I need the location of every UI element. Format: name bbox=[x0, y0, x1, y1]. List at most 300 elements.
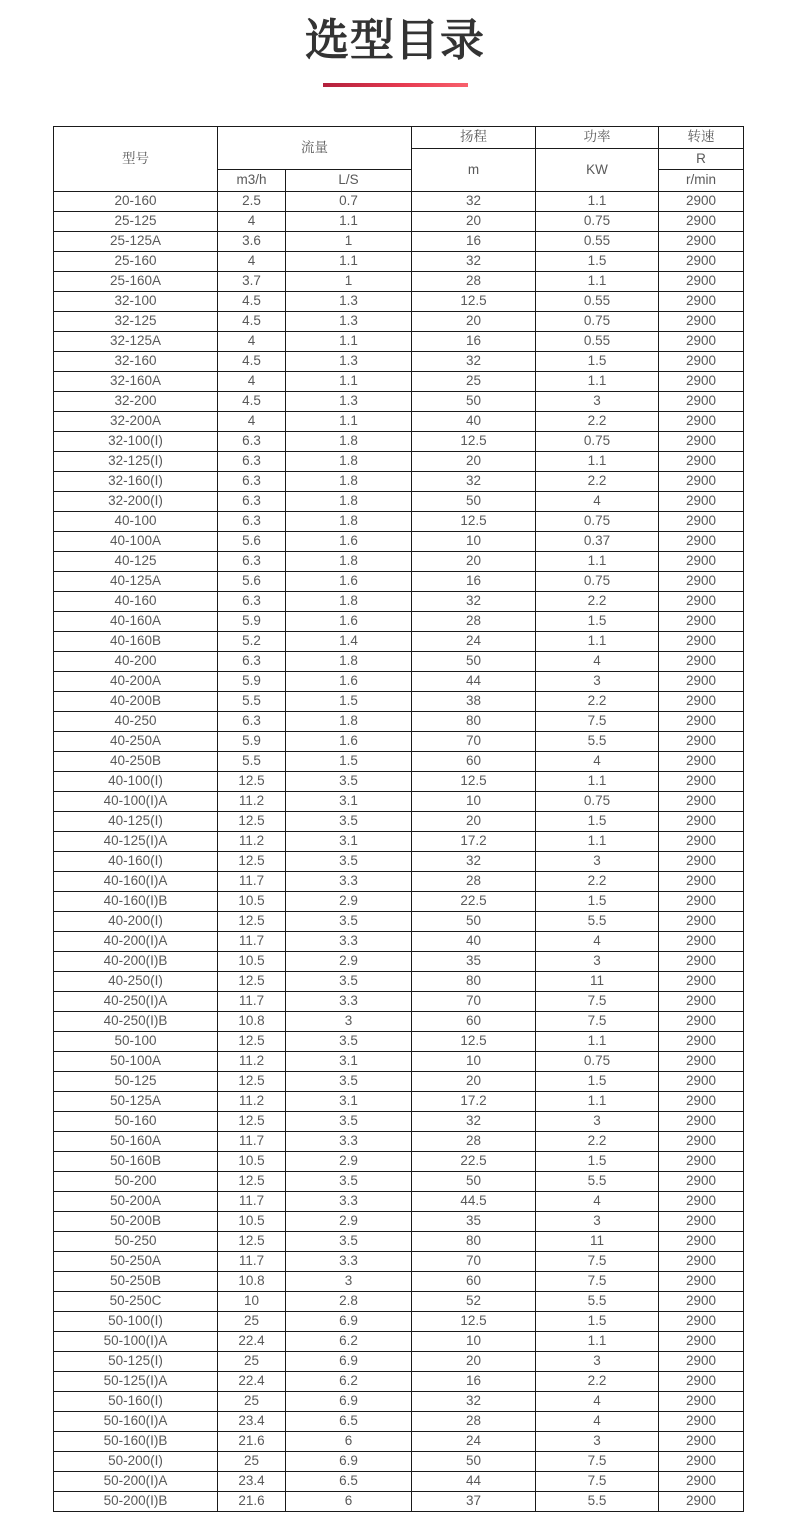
model-cell: 20-160 bbox=[54, 192, 218, 212]
title-accent-divider bbox=[323, 83, 468, 87]
model-cell: 50-160(I)A bbox=[54, 1412, 218, 1432]
model-cell: 50-250C bbox=[54, 1292, 218, 1312]
model-cell: 40-100(I)A bbox=[54, 792, 218, 812]
value-cell: 5.2 bbox=[218, 632, 286, 652]
value-cell: 3.3 bbox=[286, 992, 412, 1012]
model-cell: 40-100 bbox=[54, 512, 218, 532]
value-cell: 6.9 bbox=[286, 1392, 412, 1412]
model-cell: 40-125(I)A bbox=[54, 832, 218, 852]
header-flow-unit-m3h: m3/h bbox=[218, 170, 286, 192]
value-cell: 6.3 bbox=[218, 512, 286, 532]
value-cell: 5.6 bbox=[218, 532, 286, 552]
value-cell: 38 bbox=[412, 692, 536, 712]
value-cell: 2900 bbox=[659, 672, 744, 692]
value-cell: 2900 bbox=[659, 912, 744, 932]
value-cell: 12.5 bbox=[412, 512, 536, 532]
model-cell: 50-200(I)A bbox=[54, 1472, 218, 1492]
model-cell: 32-160(I) bbox=[54, 472, 218, 492]
value-cell: 2900 bbox=[659, 872, 744, 892]
value-cell: 23.4 bbox=[218, 1412, 286, 1432]
value-cell: 2900 bbox=[659, 1472, 744, 1492]
model-cell: 50-100 bbox=[54, 1032, 218, 1052]
value-cell: 6.3 bbox=[218, 592, 286, 612]
value-cell: 0.75 bbox=[536, 1052, 659, 1072]
value-cell: 0.75 bbox=[536, 512, 659, 532]
table-row bbox=[54, 252, 744, 272]
value-cell: 2.2 bbox=[536, 692, 659, 712]
value-cell: 4.5 bbox=[218, 292, 286, 312]
value-cell: 2900 bbox=[659, 1052, 744, 1072]
model-cell: 40-100A bbox=[54, 532, 218, 552]
value-cell: 1 bbox=[286, 272, 412, 292]
value-cell: 7.5 bbox=[536, 992, 659, 1012]
table-row bbox=[54, 812, 744, 832]
model-cell: 25-160A bbox=[54, 272, 218, 292]
model-cell: 50-200(I) bbox=[54, 1452, 218, 1472]
value-cell: 5.9 bbox=[218, 732, 286, 752]
value-cell: 25 bbox=[412, 372, 536, 392]
table-row bbox=[54, 1352, 744, 1372]
model-cell: 40-125 bbox=[54, 552, 218, 572]
model-cell: 32-125A bbox=[54, 332, 218, 352]
value-cell: 0.55 bbox=[536, 292, 659, 312]
value-cell: 22.5 bbox=[412, 892, 536, 912]
value-cell: 1.5 bbox=[536, 612, 659, 632]
value-cell: 2900 bbox=[659, 952, 744, 972]
value-cell: 4 bbox=[218, 212, 286, 232]
value-cell: 3 bbox=[536, 1212, 659, 1232]
value-cell: 12.5 bbox=[412, 1312, 536, 1332]
value-cell: 60 bbox=[412, 1012, 536, 1032]
value-cell: 1.5 bbox=[536, 352, 659, 372]
value-cell: 2900 bbox=[659, 352, 744, 372]
value-cell: 10.5 bbox=[218, 892, 286, 912]
value-cell: 2900 bbox=[659, 972, 744, 992]
table-row bbox=[54, 1252, 744, 1272]
table-row bbox=[54, 1492, 744, 1512]
value-cell: 5.5 bbox=[536, 1172, 659, 1192]
value-cell: 1.8 bbox=[286, 492, 412, 512]
model-cell: 25-125A bbox=[54, 232, 218, 252]
table-row bbox=[54, 1032, 744, 1052]
value-cell: 2900 bbox=[659, 1092, 744, 1112]
value-cell: 3 bbox=[536, 852, 659, 872]
table-row bbox=[54, 1232, 744, 1252]
model-cell: 40-125A bbox=[54, 572, 218, 592]
value-cell: 4.5 bbox=[218, 392, 286, 412]
value-cell: 6.3 bbox=[218, 552, 286, 572]
header-model: 型号 bbox=[54, 127, 218, 192]
value-cell: 1.4 bbox=[286, 632, 412, 652]
model-cell: 50-100A bbox=[54, 1052, 218, 1072]
model-cell: 50-160 bbox=[54, 1112, 218, 1132]
table-row bbox=[54, 1012, 744, 1032]
table-row bbox=[54, 612, 744, 632]
header-head-unit: m bbox=[412, 149, 536, 192]
value-cell: 0.75 bbox=[536, 432, 659, 452]
value-cell: 2.2 bbox=[536, 1372, 659, 1392]
value-cell: 4 bbox=[536, 1192, 659, 1212]
value-cell: 7.5 bbox=[536, 712, 659, 732]
value-cell: 1.1 bbox=[536, 552, 659, 572]
value-cell: 17.2 bbox=[412, 832, 536, 852]
value-cell: 2900 bbox=[659, 192, 744, 212]
value-cell: 1 bbox=[286, 232, 412, 252]
value-cell: 4 bbox=[536, 1392, 659, 1412]
value-cell: 12.5 bbox=[218, 1172, 286, 1192]
table-row bbox=[54, 712, 744, 732]
value-cell: 3.5 bbox=[286, 772, 412, 792]
value-cell: 2900 bbox=[659, 312, 744, 332]
value-cell: 1.5 bbox=[536, 1072, 659, 1092]
value-cell: 10 bbox=[412, 792, 536, 812]
table-row bbox=[54, 1072, 744, 1092]
header-speed-unit-r: R bbox=[659, 149, 744, 170]
value-cell: 2900 bbox=[659, 212, 744, 232]
value-cell: 1.3 bbox=[286, 312, 412, 332]
value-cell: 2900 bbox=[659, 792, 744, 812]
value-cell: 1.1 bbox=[536, 372, 659, 392]
table-row bbox=[54, 632, 744, 652]
value-cell: 2900 bbox=[659, 1112, 744, 1132]
value-cell: 1.1 bbox=[286, 212, 412, 232]
value-cell: 2900 bbox=[659, 1032, 744, 1052]
value-cell: 25 bbox=[218, 1452, 286, 1472]
table-row bbox=[54, 692, 744, 712]
value-cell: 2900 bbox=[659, 1292, 744, 1312]
model-cell: 32-160A bbox=[54, 372, 218, 392]
value-cell: 12.5 bbox=[218, 1072, 286, 1092]
value-cell: 1.8 bbox=[286, 552, 412, 572]
value-cell: 12.5 bbox=[412, 292, 536, 312]
value-cell: 2.5 bbox=[218, 192, 286, 212]
value-cell: 12.5 bbox=[218, 972, 286, 992]
value-cell: 0.75 bbox=[536, 212, 659, 232]
value-cell: 3.3 bbox=[286, 872, 412, 892]
value-cell: 3.1 bbox=[286, 832, 412, 852]
value-cell: 2900 bbox=[659, 832, 744, 852]
value-cell: 6.3 bbox=[218, 432, 286, 452]
value-cell: 1.1 bbox=[536, 832, 659, 852]
value-cell: 24 bbox=[412, 632, 536, 652]
value-cell: 6.3 bbox=[218, 452, 286, 472]
value-cell: 4 bbox=[536, 932, 659, 952]
value-cell: 11.2 bbox=[218, 832, 286, 852]
value-cell: 4 bbox=[536, 1412, 659, 1432]
model-cell: 40-200A bbox=[54, 672, 218, 692]
value-cell: 1.8 bbox=[286, 652, 412, 672]
table-row bbox=[54, 932, 744, 952]
value-cell: 1.5 bbox=[286, 692, 412, 712]
table-row bbox=[54, 652, 744, 672]
table-row bbox=[54, 192, 744, 212]
value-cell: 20 bbox=[412, 552, 536, 572]
value-cell: 0.37 bbox=[536, 532, 659, 552]
value-cell: 12.5 bbox=[218, 772, 286, 792]
value-cell: 25 bbox=[218, 1352, 286, 1372]
table-row bbox=[54, 852, 744, 872]
value-cell: 23.4 bbox=[218, 1472, 286, 1492]
model-cell: 40-160(I)A bbox=[54, 872, 218, 892]
value-cell: 20 bbox=[412, 312, 536, 332]
value-cell: 20 bbox=[412, 452, 536, 472]
value-cell: 1.6 bbox=[286, 612, 412, 632]
value-cell: 24 bbox=[412, 1432, 536, 1452]
value-cell: 2900 bbox=[659, 852, 744, 872]
value-cell: 12.5 bbox=[218, 1112, 286, 1132]
header-speed-unit-rmin: r/min bbox=[659, 170, 744, 192]
table-row bbox=[54, 352, 744, 372]
value-cell: 16 bbox=[412, 232, 536, 252]
value-cell: 1.1 bbox=[536, 632, 659, 652]
value-cell: 1.6 bbox=[286, 532, 412, 552]
model-cell: 40-250(I)B bbox=[54, 1012, 218, 1032]
model-cell: 40-125(I) bbox=[54, 812, 218, 832]
table-row bbox=[54, 1132, 744, 1152]
value-cell: 80 bbox=[412, 1232, 536, 1252]
value-cell: 2900 bbox=[659, 372, 744, 392]
model-cell: 40-160 bbox=[54, 592, 218, 612]
value-cell: 12.5 bbox=[218, 812, 286, 832]
model-cell: 50-200(I)B bbox=[54, 1492, 218, 1512]
value-cell: 12.5 bbox=[218, 1232, 286, 1252]
value-cell: 0.55 bbox=[536, 332, 659, 352]
table-row bbox=[54, 1192, 744, 1212]
value-cell: 2900 bbox=[659, 532, 744, 552]
table-row bbox=[54, 1272, 744, 1292]
value-cell: 3 bbox=[536, 1432, 659, 1452]
value-cell: 0.55 bbox=[536, 232, 659, 252]
value-cell: 3.5 bbox=[286, 912, 412, 932]
table-row bbox=[54, 312, 744, 332]
value-cell: 80 bbox=[412, 712, 536, 732]
model-cell: 40-160A bbox=[54, 612, 218, 632]
model-cell: 50-160A bbox=[54, 1132, 218, 1152]
value-cell: 11.2 bbox=[218, 1052, 286, 1072]
value-cell: 22.4 bbox=[218, 1332, 286, 1352]
value-cell: 1.5 bbox=[536, 892, 659, 912]
value-cell: 28 bbox=[412, 872, 536, 892]
table-row bbox=[54, 1452, 744, 1472]
table-row bbox=[54, 892, 744, 912]
value-cell: 1.1 bbox=[286, 332, 412, 352]
value-cell: 2900 bbox=[659, 472, 744, 492]
page-title: 选型目录 bbox=[305, 16, 485, 65]
value-cell: 3.3 bbox=[286, 1132, 412, 1152]
value-cell: 2900 bbox=[659, 1392, 744, 1412]
model-cell: 40-250(I) bbox=[54, 972, 218, 992]
value-cell: 2900 bbox=[659, 1192, 744, 1212]
value-cell: 20 bbox=[412, 1072, 536, 1092]
value-cell: 60 bbox=[412, 1272, 536, 1292]
value-cell: 11.7 bbox=[218, 932, 286, 952]
model-cell: 40-250(I)A bbox=[54, 992, 218, 1012]
model-cell: 50-100(I) bbox=[54, 1312, 218, 1332]
value-cell: 6.2 bbox=[286, 1372, 412, 1392]
value-cell: 2900 bbox=[659, 932, 744, 952]
value-cell: 2900 bbox=[659, 552, 744, 572]
table-row bbox=[54, 272, 744, 292]
value-cell: 6.3 bbox=[218, 652, 286, 672]
value-cell: 22.5 bbox=[412, 1152, 536, 1172]
value-cell: 12.5 bbox=[412, 772, 536, 792]
value-cell: 16 bbox=[412, 1372, 536, 1392]
table-row bbox=[54, 752, 744, 772]
value-cell: 11.7 bbox=[218, 1252, 286, 1272]
table-row bbox=[54, 1312, 744, 1332]
value-cell: 3.7 bbox=[218, 272, 286, 292]
value-cell: 2900 bbox=[659, 492, 744, 512]
value-cell: 0.75 bbox=[536, 792, 659, 812]
value-cell: 28 bbox=[412, 1412, 536, 1432]
table-row bbox=[54, 1332, 744, 1352]
value-cell: 2900 bbox=[659, 452, 744, 472]
model-cell: 40-250A bbox=[54, 732, 218, 752]
value-cell: 2900 bbox=[659, 1312, 744, 1332]
value-cell: 10.8 bbox=[218, 1012, 286, 1032]
value-cell: 1.5 bbox=[536, 252, 659, 272]
header-power-unit: KW bbox=[536, 149, 659, 192]
model-cell: 32-100(I) bbox=[54, 432, 218, 452]
model-cell: 40-160B bbox=[54, 632, 218, 652]
value-cell: 5.9 bbox=[218, 612, 286, 632]
value-cell: 70 bbox=[412, 992, 536, 1012]
model-cell: 40-200(I)A bbox=[54, 932, 218, 952]
table-row bbox=[54, 772, 744, 792]
value-cell: 1.5 bbox=[536, 1152, 659, 1172]
table-row bbox=[54, 1412, 744, 1432]
table-row bbox=[54, 732, 744, 752]
value-cell: 2900 bbox=[659, 892, 744, 912]
value-cell: 1.1 bbox=[536, 1032, 659, 1052]
value-cell: 0.75 bbox=[536, 572, 659, 592]
value-cell: 32 bbox=[412, 592, 536, 612]
value-cell: 3.5 bbox=[286, 1032, 412, 1052]
value-cell: 20 bbox=[412, 812, 536, 832]
value-cell: 16 bbox=[412, 572, 536, 592]
value-cell: 20 bbox=[412, 212, 536, 232]
value-cell: 70 bbox=[412, 1252, 536, 1272]
value-cell: 3 bbox=[536, 952, 659, 972]
value-cell: 2900 bbox=[659, 812, 744, 832]
value-cell: 4.5 bbox=[218, 352, 286, 372]
value-cell: 16 bbox=[412, 332, 536, 352]
model-cell: 50-125 bbox=[54, 1072, 218, 1092]
value-cell: 22.4 bbox=[218, 1372, 286, 1392]
value-cell: 5.5 bbox=[536, 732, 659, 752]
value-cell: 3 bbox=[536, 392, 659, 412]
model-cell: 50-160B bbox=[54, 1152, 218, 1172]
value-cell: 1.8 bbox=[286, 712, 412, 732]
header-speed: 转速 bbox=[659, 127, 744, 149]
model-cell: 32-125 bbox=[54, 312, 218, 332]
value-cell: 6.5 bbox=[286, 1412, 412, 1432]
value-cell: 1.3 bbox=[286, 292, 412, 312]
value-cell: 32 bbox=[412, 1112, 536, 1132]
value-cell: 2900 bbox=[659, 252, 744, 272]
model-cell: 50-160(I) bbox=[54, 1392, 218, 1412]
table-header bbox=[54, 127, 744, 192]
table-row bbox=[54, 432, 744, 452]
table-row bbox=[54, 212, 744, 232]
value-cell: 4 bbox=[218, 412, 286, 432]
value-cell: 3.3 bbox=[286, 932, 412, 952]
value-cell: 10 bbox=[412, 532, 536, 552]
value-cell: 2900 bbox=[659, 1332, 744, 1352]
value-cell: 3.1 bbox=[286, 792, 412, 812]
value-cell: 28 bbox=[412, 612, 536, 632]
value-cell: 1.1 bbox=[536, 772, 659, 792]
value-cell: 3.5 bbox=[286, 972, 412, 992]
value-cell: 44 bbox=[412, 1472, 536, 1492]
value-cell: 21.6 bbox=[218, 1492, 286, 1512]
table-row bbox=[54, 992, 744, 1012]
value-cell: 60 bbox=[412, 752, 536, 772]
value-cell: 44 bbox=[412, 672, 536, 692]
value-cell: 6.9 bbox=[286, 1352, 412, 1372]
value-cell: 1.8 bbox=[286, 452, 412, 472]
value-cell: 2900 bbox=[659, 332, 744, 352]
table-row bbox=[54, 512, 744, 532]
value-cell: 2900 bbox=[659, 272, 744, 292]
value-cell: 3.5 bbox=[286, 1072, 412, 1092]
value-cell: 1.1 bbox=[536, 272, 659, 292]
value-cell: 2900 bbox=[659, 1012, 744, 1032]
value-cell: 1.1 bbox=[536, 192, 659, 212]
value-cell: 2900 bbox=[659, 412, 744, 432]
table-row bbox=[54, 572, 744, 592]
value-cell: 10 bbox=[412, 1332, 536, 1352]
model-cell: 32-200(I) bbox=[54, 492, 218, 512]
value-cell: 5.5 bbox=[218, 752, 286, 772]
value-cell: 2900 bbox=[659, 1072, 744, 1092]
value-cell: 50 bbox=[412, 912, 536, 932]
value-cell: 7.5 bbox=[536, 1472, 659, 1492]
value-cell: 21.6 bbox=[218, 1432, 286, 1452]
value-cell: 2900 bbox=[659, 1492, 744, 1512]
table-row bbox=[54, 832, 744, 852]
value-cell: 1.1 bbox=[536, 1332, 659, 1352]
value-cell: 4 bbox=[536, 752, 659, 772]
value-cell: 10 bbox=[218, 1292, 286, 1312]
value-cell: 0.7 bbox=[286, 192, 412, 212]
value-cell: 3 bbox=[286, 1012, 412, 1032]
table-row bbox=[54, 912, 744, 932]
table-row bbox=[54, 952, 744, 972]
value-cell: 12.5 bbox=[412, 432, 536, 452]
value-cell: 1.1 bbox=[286, 412, 412, 432]
value-cell: 1.8 bbox=[286, 512, 412, 532]
model-cell: 32-160 bbox=[54, 352, 218, 372]
value-cell: 10.5 bbox=[218, 1212, 286, 1232]
value-cell: 7.5 bbox=[536, 1452, 659, 1472]
header-flow-unit-ls: L/S bbox=[286, 170, 412, 192]
model-cell: 40-200B bbox=[54, 692, 218, 712]
model-cell: 32-200A bbox=[54, 412, 218, 432]
model-cell: 32-200 bbox=[54, 392, 218, 412]
value-cell: 2900 bbox=[659, 692, 744, 712]
table-row bbox=[54, 1172, 744, 1192]
value-cell: 6.3 bbox=[218, 472, 286, 492]
value-cell: 3.5 bbox=[286, 1172, 412, 1192]
value-cell: 2.2 bbox=[536, 872, 659, 892]
value-cell: 2900 bbox=[659, 712, 744, 732]
value-cell: 1.5 bbox=[536, 812, 659, 832]
value-cell: 5.5 bbox=[218, 692, 286, 712]
value-cell: 2900 bbox=[659, 632, 744, 652]
table-row bbox=[54, 472, 744, 492]
value-cell: 44.5 bbox=[412, 1192, 536, 1212]
